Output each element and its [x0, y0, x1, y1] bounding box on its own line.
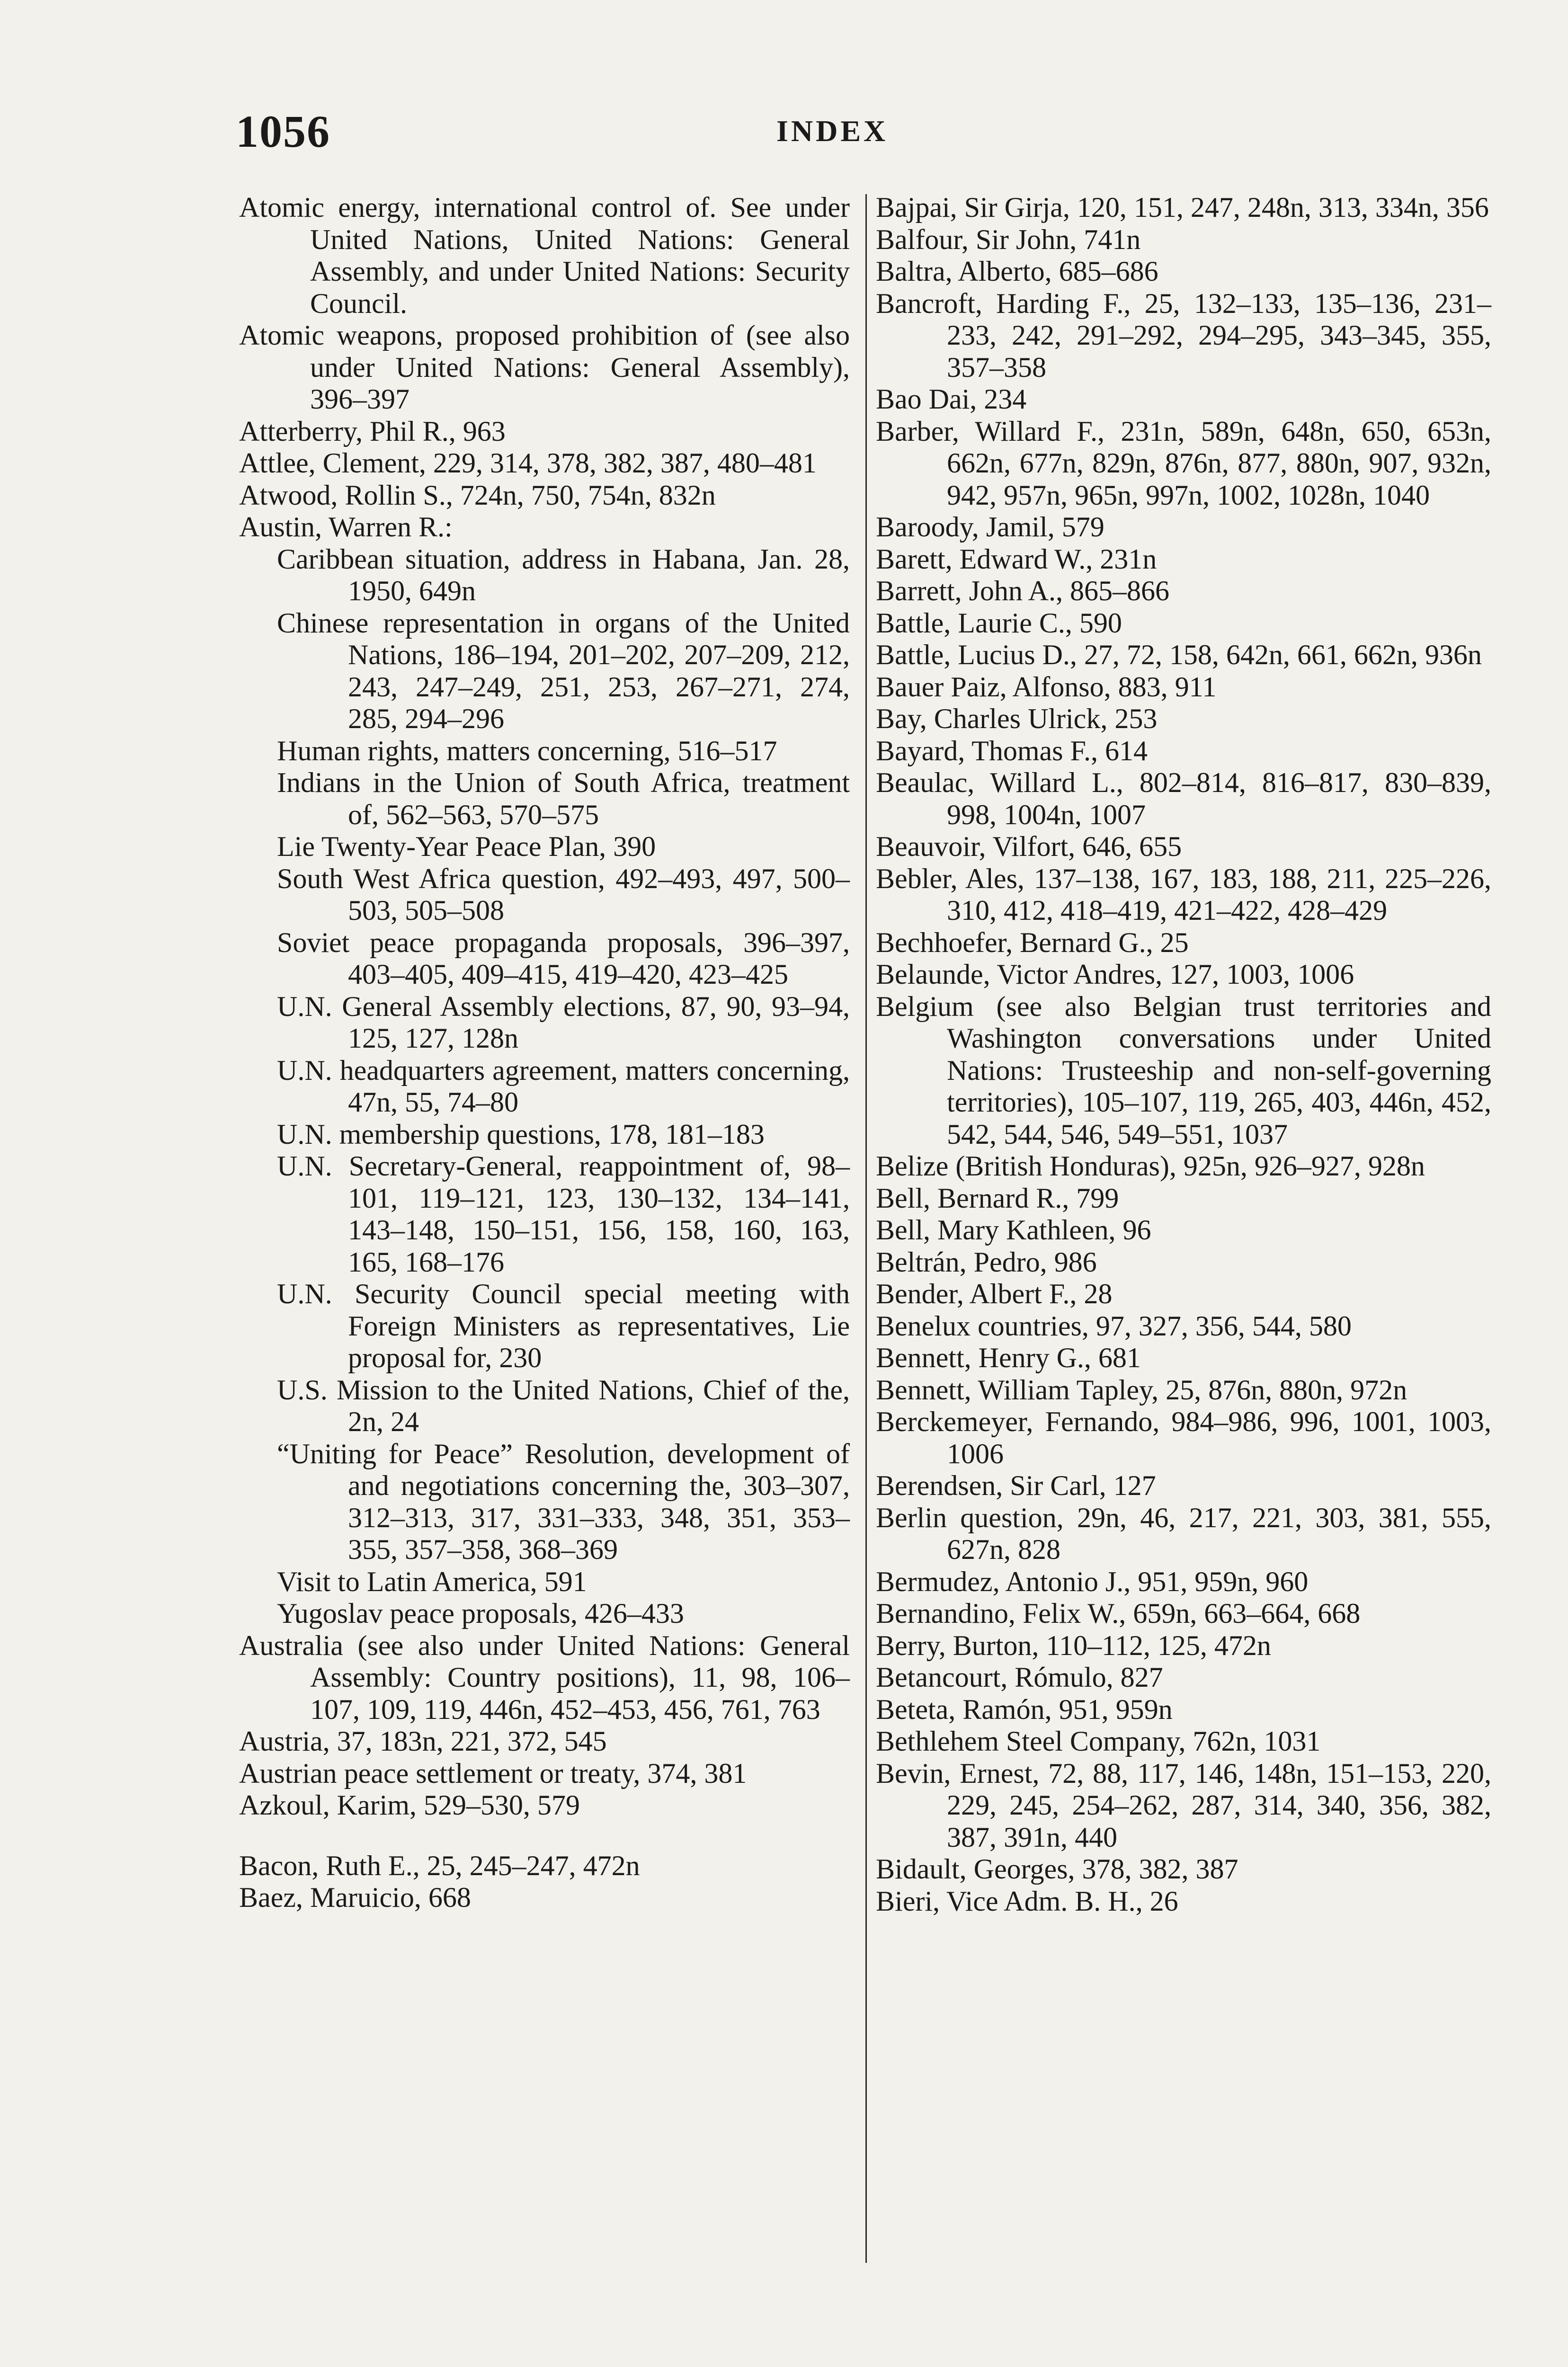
index-subentry: Human rights, matters concerning, 516–517	[277, 735, 777, 766]
index-entry: Atwood, Rollin S., 724n, 750, 754n, 832n	[239, 479, 716, 511]
index-entry: Benelux countries, 97, 327, 356, 544, 580	[876, 1310, 1352, 1342]
index-entry: Austin, Warren R.:	[239, 511, 453, 543]
index-entry: Bauer Paiz, Alfonso, 883, 911	[876, 671, 1217, 703]
index-entry: Attlee, Clement, 229, 314, 378, 382, 387, 480–481	[239, 447, 817, 479]
index-subentry: U.N. membership questions, 178, 181–183	[277, 1118, 765, 1150]
index-entry: Betancourt, Rómulo, 827	[876, 1662, 1163, 1693]
index-subentry: Caribbean situation, address in Habana, Jan. 28, 1950, 649n	[277, 543, 850, 606]
index-subentry: Soviet peace propaganda proposals, 396–397, 403–405, 409–415, 419–420, 423–425	[277, 926, 850, 990]
index-subentry: U.N. Security Council special meeting with Foreign Ministers as representatives, Lie proposal for, 230	[277, 1278, 850, 1373]
index-entry: Beaulac, Willard L., 802–814, 816–817, 830–839, 998, 1004n, 1007	[876, 767, 1491, 830]
index-entry: Berendsen, Sir Carl, 127	[876, 1470, 1156, 1501]
index-entry: Belize (British Honduras), 925n, 926–927, 928n	[876, 1150, 1425, 1182]
index-subentry: “Uniting for Peace” Resolution, development of and negotiations concerning the, 303–307, 312–313, 317, 331–333, 348, 351, 353–355, 357–358, 368–369	[277, 1438, 850, 1565]
page-number: 1056	[236, 106, 330, 157]
index-entry: Berckemeyer, Fernando, 984–986, 996, 1001, 1003, 1006	[876, 1406, 1491, 1469]
index-entry: Austria, 37, 183n, 221, 372, 545	[239, 1726, 607, 1757]
index-entry: Bebler, Ales, 137–138, 167, 183, 188, 211, 225–226, 310, 412, 418–419, 421–422, 428–429	[876, 863, 1491, 926]
index-entry: Barett, Edward W., 231n	[876, 543, 1157, 575]
index-entry: Austrian peace settlement or treaty, 374, 381	[239, 1757, 747, 1789]
index-entry: Bechhoefer, Bernard G., 25	[876, 926, 1189, 958]
index-entry: Berlin question, 29n, 46, 217, 221, 303, 381, 555, 627n, 828	[876, 1502, 1491, 1565]
index-entry: Atomic energy, international control of. See under United Nations, United Nations: General Assembly, and under United Nations: Security Council.	[239, 192, 850, 319]
index-entry: Azkoul, Karim, 529–530, 579	[239, 1789, 580, 1821]
index-subentry: U.N. Secretary-General, reappointment of, 98–101, 119–121, 123, 130–132, 134–141, 143–148, 150–151, 156, 158, 160, 163, 165, 168–176	[277, 1150, 850, 1278]
page-title: INDEX	[776, 114, 889, 148]
index-subentry: Visit to Latin America, 591	[277, 1566, 587, 1597]
index-subentry: Indians in the Union of South Africa, treatment of, 562–563, 570–575	[277, 767, 850, 830]
index-entry: Bennett, Henry G., 681	[876, 1342, 1141, 1373]
index-entry: Bacon, Ruth E., 25, 245–247, 472n	[239, 1850, 640, 1881]
index-entry: Bennett, William Tapley, 25, 876n, 880n, 972n	[876, 1374, 1408, 1406]
index-subentry: U.N. General Assembly elections, 87, 90, 93–94, 125, 127, 128n	[277, 990, 850, 1054]
index-entry: Beauvoir, Vilfort, 646, 655	[876, 831, 1182, 862]
index-entry: Belgium (see also Belgian trust territories and Washington conversations under United Nations: Trusteeship and non-self-governing territories), 105–107, 119, 265, 403, 446n, 452, 542, 544, 546, 549–551, 1037	[876, 990, 1491, 1150]
index-subentry: U.S. Mission to the United Nations, Chief of the, 2n, 24	[277, 1374, 850, 1437]
index-entry: Balfour, Sir John, 741n	[876, 223, 1141, 255]
index-subentry: Lie Twenty-Year Peace Plan, 390	[277, 831, 656, 862]
index-entry: Atterberry, Phil R., 963	[239, 415, 506, 447]
index-entry: Baez, Maruicio, 668	[239, 1882, 471, 1913]
index-entry: Battle, Lucius D., 27, 72, 158, 642n, 661, 662n, 936n	[876, 639, 1482, 670]
index-entry: Atomic weapons, proposed prohibition of (see also under United Nations: General Assembly), 396–397	[239, 320, 850, 415]
index-subentry: Yugoslav peace proposals, 426–433	[277, 1598, 684, 1629]
index-entry: Bender, Albert F., 28	[876, 1278, 1113, 1309]
index-entry: Battle, Laurie C., 590	[876, 607, 1122, 639]
index-column-left	[239, 192, 850, 1914]
index-entry: Bethlehem Steel Company, 762n, 1031	[876, 1726, 1321, 1757]
index-entry: Beltrán, Pedro, 986	[876, 1246, 1097, 1278]
index-subentry: U.N. headquarters agreement, matters concerning, 47n, 55, 74–80	[277, 1054, 850, 1118]
index-entry: Bermudez, Antonio J., 951, 959n, 960	[876, 1566, 1309, 1597]
index-entry: Beteta, Ramón, 951, 959n	[876, 1693, 1173, 1725]
index-entry: Bayard, Thomas F., 614	[876, 735, 1148, 766]
index-column-right	[876, 192, 1491, 1917]
index-entry: Baroody, Jamil, 579	[876, 511, 1105, 543]
index-entry: Berry, Burton, 110–112, 125, 472n	[876, 1629, 1271, 1661]
index-entry: Baltra, Alberto, 685–686	[876, 256, 1158, 287]
index-entry: Bajpai, Sir Girja, 120, 151, 247, 248n, 313, 334n, 356	[876, 192, 1489, 223]
index-entry: Bieri, Vice Adm. B. H., 26	[876, 1885, 1178, 1917]
index-entry: Bidault, Georges, 378, 382, 387	[876, 1853, 1238, 1885]
index-entry: Bell, Bernard R., 799	[876, 1182, 1119, 1214]
index-entry: Bay, Charles Ulrick, 253	[876, 703, 1158, 734]
index-entry: Barber, Willard F., 231n, 589n, 648n, 650, 653n, 662n, 677n, 829n, 876n, 877, 880n, 907, 932n, 942, 957n, 965n, 997n, 1002, 1028n, 1040	[876, 415, 1491, 511]
index-entry: Bernandino, Felix W., 659n, 663–664, 668	[876, 1598, 1361, 1629]
index-entry: Australia (see also under United Nations: General Assembly: Country positions), 11, 98, 106–107, 109, 119, 446n, 452–453, 456, 761, 763	[239, 1629, 850, 1725]
index-subentry: Chinese representation in organs of the United Nations, 186–194, 201–202, 207–209, 212, 243, 247–249, 251, 253, 267–271, 274, 285, 294–296	[277, 607, 850, 734]
index-entry: Bao Dai, 234	[876, 383, 1027, 415]
index-entry: Bancroft, Harding F., 25, 132–133, 135–136, 231–233, 242, 291–292, 294–295, 343–345, 355, 357–358	[876, 287, 1491, 383]
column-divider	[865, 194, 867, 2263]
index-entry: Barrett, John A., 865–866	[876, 575, 1169, 606]
index-entry: Belaunde, Victor Andres, 127, 1003, 1006	[876, 959, 1354, 990]
index-subentry: South West Africa question, 492–493, 497, 500–503, 505–508	[277, 863, 850, 926]
index-entry: Bevin, Ernest, 72, 88, 117, 146, 148n, 151–153, 220, 229, 245, 254–262, 287, 314, 340, 356, 382, 387, 391n, 440	[876, 1757, 1491, 1853]
index-entry: Bell, Mary Kathleen, 96	[876, 1214, 1151, 1246]
